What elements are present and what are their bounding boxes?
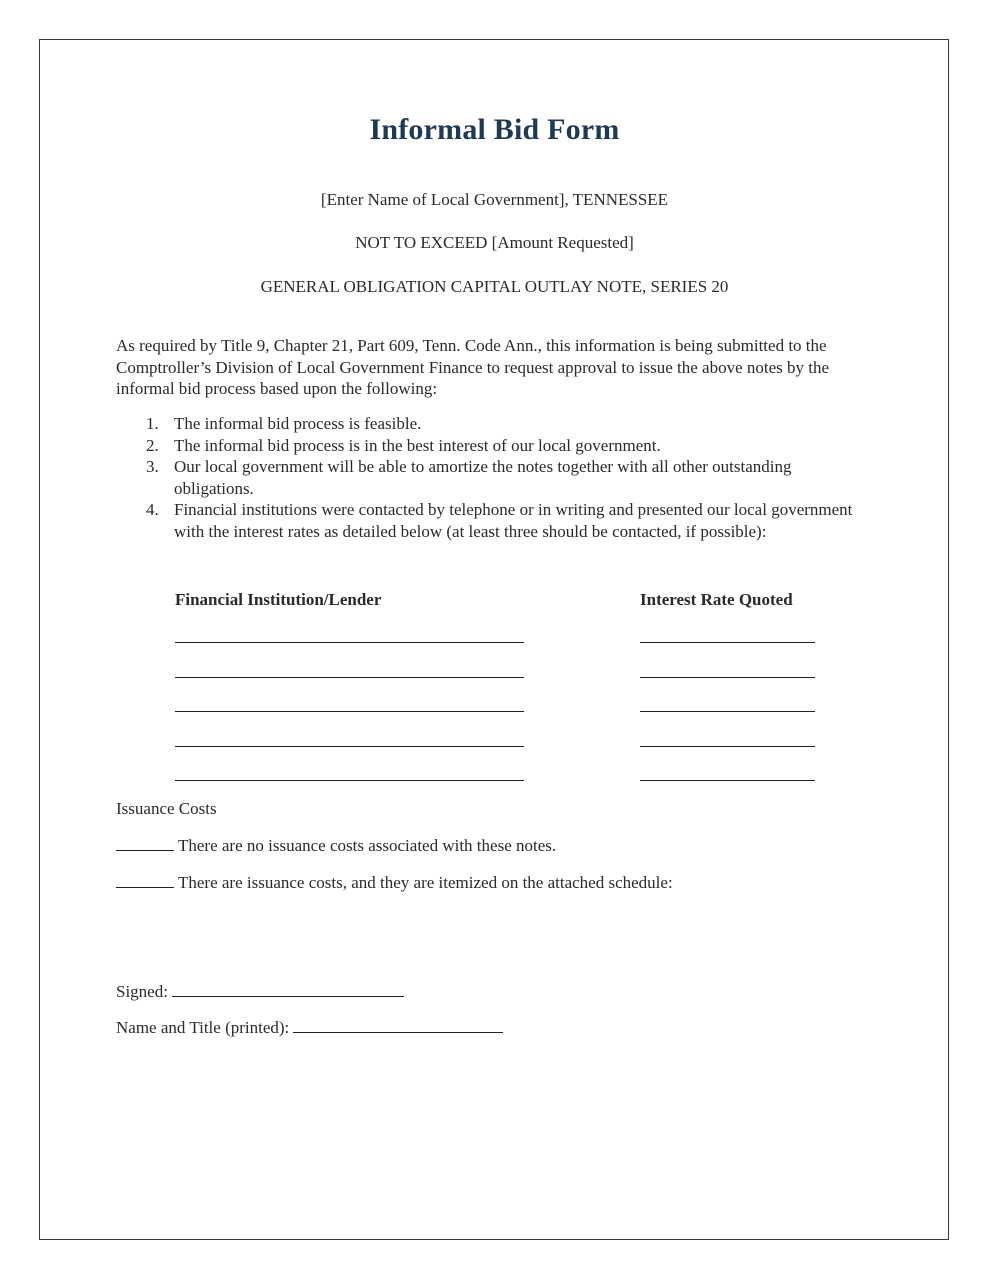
condition-item [116, 456, 876, 499]
amount-line: NOT TO EXCEED [Amount Requested] [355, 233, 634, 252]
rate-field-4[interactable] [640, 746, 815, 747]
no-issuance-costs-text: There are no issuance costs associated with these notes. [178, 836, 557, 855]
name-title-field[interactable] [293, 1018, 503, 1033]
condition-item [116, 435, 876, 457]
itemized-issuance-costs-text: There are issuance costs, and they are itemized on the attached schedule: [178, 873, 673, 892]
lender-field-5[interactable] [175, 780, 524, 781]
signed-row [116, 982, 404, 1002]
condition-text: The informal bid process is in the best interest of our local government. [174, 435, 661, 455]
signed-label: Signed: [116, 982, 168, 1001]
lender-field-3[interactable] [175, 711, 524, 712]
condition-number: 4. [146, 500, 159, 519]
condition-number: 2. [146, 435, 159, 455]
lender-field-1[interactable] [175, 642, 524, 643]
rate-field-5[interactable] [640, 780, 815, 781]
condition-item [116, 413, 876, 435]
note-series-line: GENERAL OBLIGATION CAPITAL OUTLAY NOTE, SERIES 20 [260, 277, 729, 296]
page-border [39, 39, 949, 1240]
itemized-issuance-costs-checkline[interactable] [116, 873, 174, 888]
condition-item [116, 499, 876, 542]
condition-number: 3. [146, 457, 159, 476]
form-title: Informal Bid Form [369, 113, 620, 146]
condition-text: Financial institutions were contacted by telephone or in writing and presented our local government with the interest rates as detailed below (at least three should be contacted, if possible): [174, 500, 853, 541]
name-title-row [116, 1018, 503, 1038]
condition-text: The informal bid process is feasible. [174, 414, 422, 433]
rate-field-1[interactable] [640, 642, 815, 643]
issuance-costs-label: Issuance Costs [116, 799, 217, 818]
signature-field[interactable] [172, 982, 404, 997]
rate-field-2[interactable] [640, 677, 815, 678]
condition-number: 1. [146, 414, 159, 433]
conditions-list [116, 413, 876, 542]
lender-column-header: Financial Institution/Lender [175, 590, 382, 609]
name-title-label: Name and Title (printed): [116, 1018, 290, 1037]
lender-field-4[interactable] [175, 746, 524, 747]
no-issuance-costs-checkline[interactable] [116, 836, 174, 851]
rate-column-header: Interest Rate Quoted [640, 590, 793, 609]
rate-field-3[interactable] [640, 711, 815, 712]
intro-paragraph: As required by Title 9, Chapter 21, Part 609, Tenn. Code Ann., this information is being submitted to the Comptroller’s Division of Local Government Finance to request approval to issue the above notes by the informal bid process based upon the following: [116, 336, 830, 398]
itemized-issuance-costs-option [116, 873, 673, 893]
lender-field-2[interactable] [175, 677, 524, 678]
government-line: [Enter Name of Local Government], TENNESSEE [320, 190, 669, 209]
condition-text: Our local government will be able to amortize the notes together with all other outstanding obligations. [174, 457, 792, 498]
no-issuance-costs-option [116, 836, 556, 856]
